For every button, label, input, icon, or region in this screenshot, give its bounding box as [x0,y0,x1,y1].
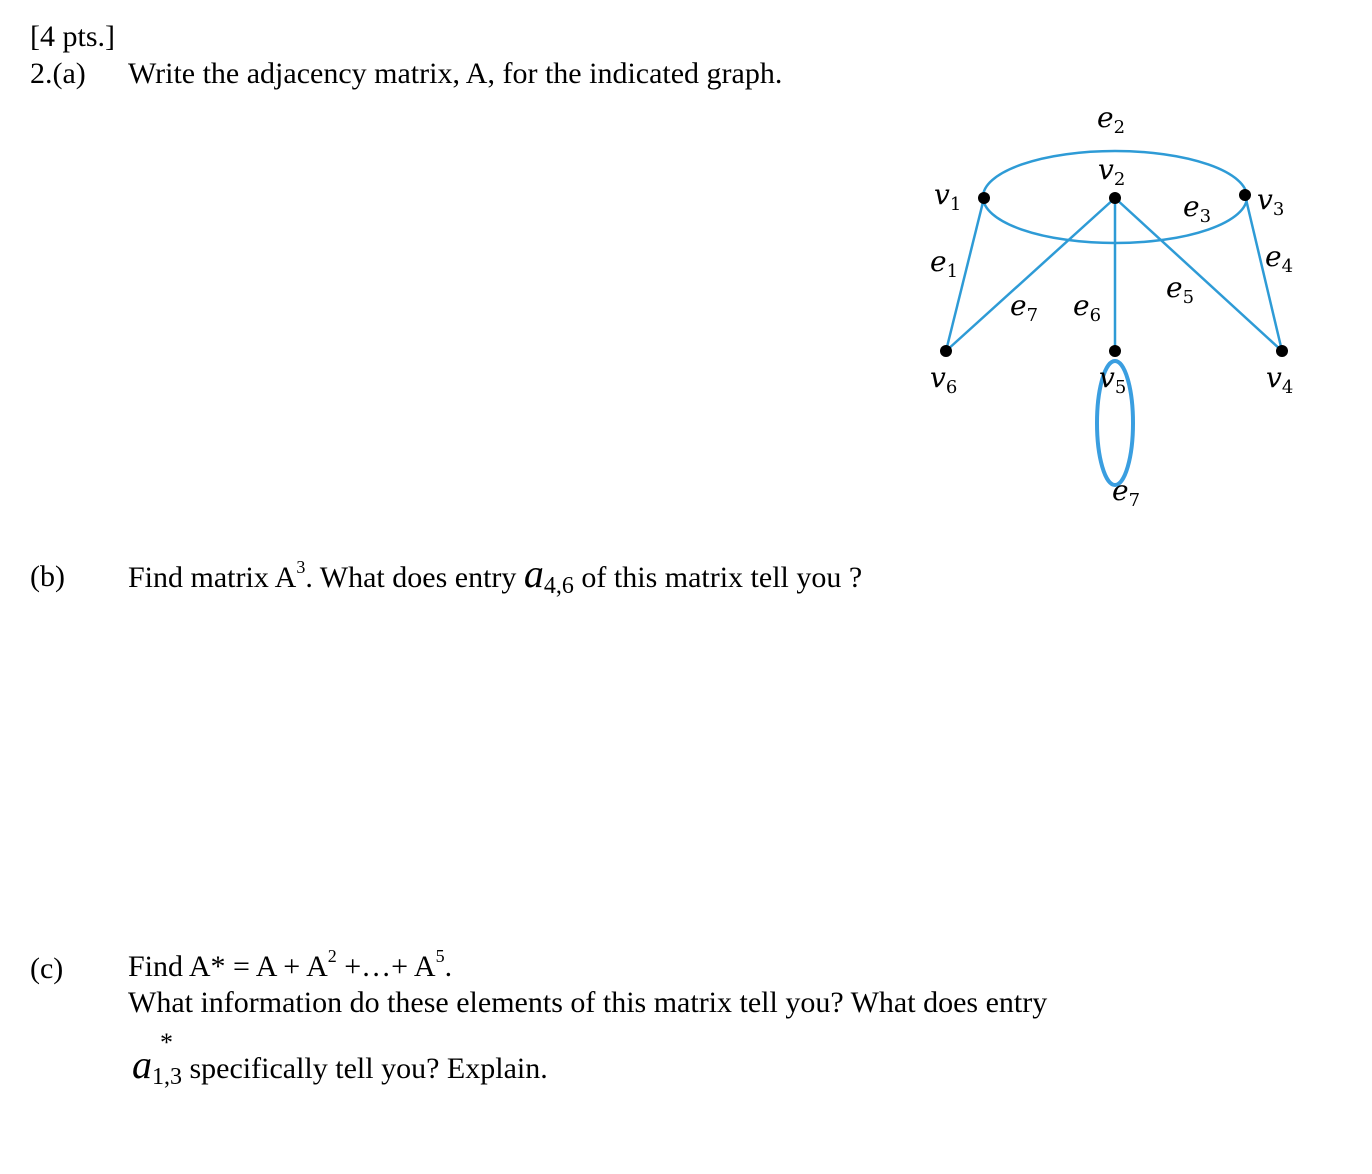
vertex-v1 [978,192,990,204]
part-c-line-1c: . [444,950,453,983]
vertex-v4 [1276,345,1288,357]
vertex-v5 [1109,345,1121,357]
part-b-question [128,551,863,604]
part-c-line-3-text: specifically tell you? Explain. [182,1052,548,1085]
part-b-text-3: of this matrix tell you ? [573,561,863,594]
part-b-label: (b) [30,560,65,593]
edge-label-e7-loop: $e_7$ [1112,474,1141,511]
edge-label-e3: $e_3$ [1183,190,1212,227]
edge-label-e5: $e_5$ [1166,271,1195,308]
part-b-entry-var: a [523,551,544,596]
part-b-text-2: . What does entry [305,561,524,594]
points-label: [4 pts.] [30,20,115,53]
edge-label-e2: $e_2$ [1097,101,1126,138]
part-c-exp-1: 2 [327,946,337,966]
edge-e7-diag [946,198,1115,351]
part-c-line-1 [128,946,453,985]
vertex-label-v6: $v_6$ [930,361,958,398]
vertex-v2 [1109,192,1121,204]
vertex-label-v4: $v_4$ [1266,361,1294,398]
part-b-exponent: 3 [296,557,306,577]
vertex-label-v1: $v_1$ [934,178,962,215]
vertex-label-v3: $v_3$ [1257,183,1285,220]
part-c-entry-var: a [132,1042,152,1087]
vertex-label-v2: $v_2$ [1098,153,1126,190]
vertex-v6 [940,345,952,357]
part-b-entry-sub: 4,6 [543,573,574,599]
part-c-label: (c) [30,952,64,985]
edge-label-e4: $e_4$ [1265,240,1294,277]
edge-label-e6: $e_6$ [1073,289,1102,326]
graph-figure [0,0,1372,560]
edge-label-e1: $e_1$ [930,245,959,282]
part-c-line-1a: Find A* = A + A [128,950,328,983]
part-c-star: * [160,1028,173,1057]
part-a-question: Write the adjacency matrix, A, for the indicated graph. [128,57,783,90]
part-c-entry-sub: 1,3 [152,1064,182,1090]
vertex-v3 [1239,189,1251,201]
vertex-label-v5: $v_5$ [1099,361,1127,398]
part-c-exp-2: 5 [435,946,445,966]
part-a-label: 2.(a) [30,57,86,90]
edge-label-e7: $e_7$ [1010,289,1039,326]
part-c-line-2: What information do these elements of this matrix tell you? What does entry [128,986,1048,1019]
part-c-line-3 [132,1042,548,1095]
part-c-line-1b: +…+ A [336,950,436,983]
part-b-text-1: Find matrix A [128,561,297,594]
